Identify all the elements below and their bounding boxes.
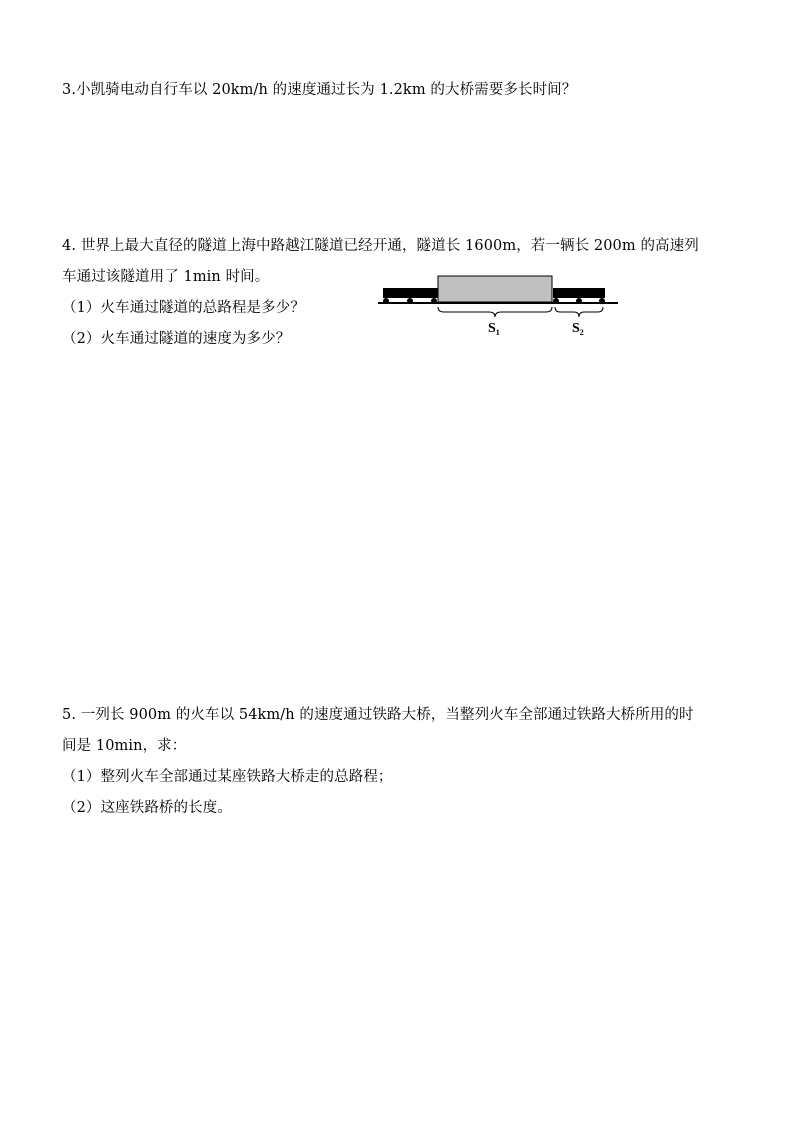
label-s2: $S_2$ bbox=[572, 321, 584, 337]
train-wheel bbox=[407, 298, 413, 304]
question-4-part-1: （1）火车通过隧道的总路程是多少？ bbox=[62, 300, 305, 316]
train-car-right bbox=[553, 288, 605, 298]
question-3: 3.小凯骑电动自行车以 20km/h 的速度通过长为 1.2km 的大桥需要多长时间？ bbox=[62, 82, 577, 98]
train-wheel bbox=[576, 298, 582, 304]
train-car-left bbox=[383, 288, 438, 298]
question-4-line-2: 车通过该隧道用了 1min 时间。 bbox=[62, 269, 270, 285]
train-wheel bbox=[599, 298, 605, 304]
question-4-part-2: （2）火车通过隧道的速度为多少？ bbox=[62, 331, 291, 347]
train-tunnel-diagram bbox=[378, 272, 620, 344]
question-5-part-2: （2）这座铁路桥的长度。 bbox=[62, 800, 232, 816]
tunnel-block bbox=[438, 276, 552, 302]
brace-s2 bbox=[555, 307, 603, 317]
label-s1: $S_1$ bbox=[488, 321, 500, 337]
train-wheel bbox=[431, 298, 437, 304]
train-wheel bbox=[383, 298, 389, 304]
brace-s1 bbox=[438, 307, 552, 317]
train-wheel bbox=[553, 298, 559, 304]
question-5-line-2: 间是 10min，求： bbox=[62, 738, 187, 754]
question-4-line-1: 4. 世界上最大直径的隧道上海中路越江隧道已经开通，隧道长 1600m，若一辆长 200m 的高速列 bbox=[62, 238, 699, 254]
question-5-part-1: （1）整列火车全部通过某座铁路大桥走的总路程； bbox=[62, 769, 393, 785]
question-5-line-1: 5. 一列长 900m 的火车以 54km/h 的速度通过铁路大桥，当整列火车全部通过铁路大桥所用的时 bbox=[62, 707, 694, 723]
